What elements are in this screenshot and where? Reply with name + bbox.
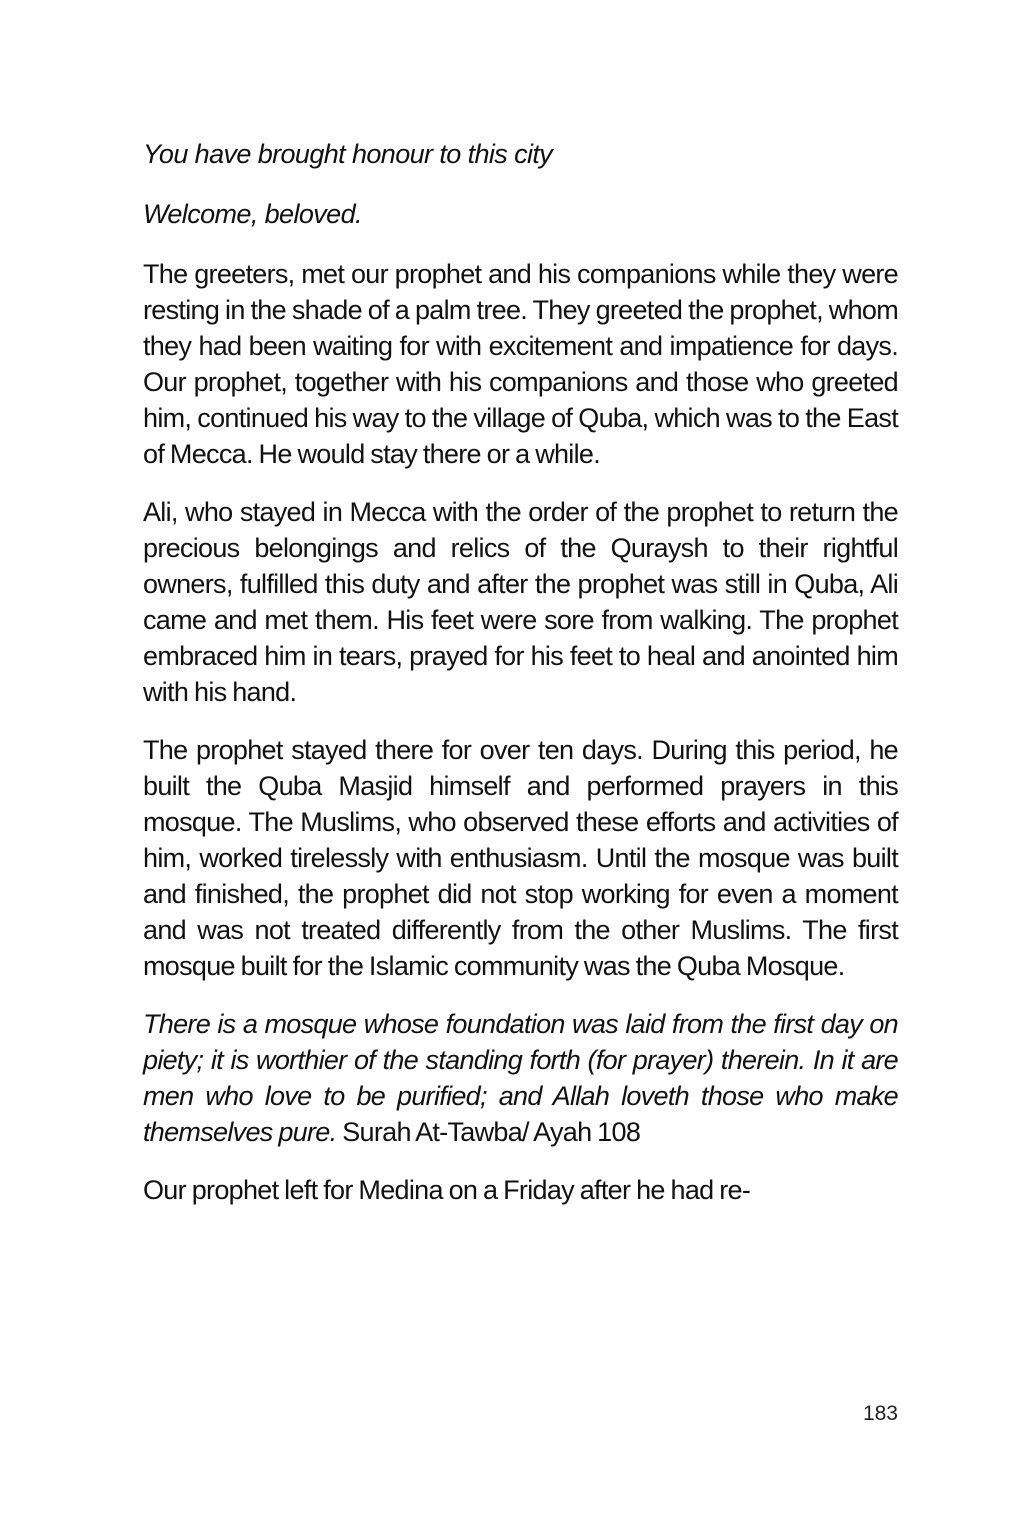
paragraph-greeters: The greeters, met our prophet and his companions while they were resting in the shade of a palm tree. They greeted the prophet, whom they had been waiting for with excitement and impatience for days. Our prophet, together with his companions and those who greeted him, continued his way to the village of Quba, which was to the East of Mecca. He would stay there or a while. <box>143 259 898 469</box>
quote-reference: Surah At-Tawba/ Ayah 108 <box>336 1117 641 1147</box>
quote-text: There is a mosque whose foundation was laid from the first day on piety; it is worthier of the standing forth (for prayer) therein. In it are men who love to be purified; and Allah loveth those who make themselves pure. <box>143 1009 898 1147</box>
paragraph-ali: Ali, who stayed in Mecca with the order of the prophet to return the precious belongings and relics of the Quraysh to their rightful owners, fulfilled this duty and after the prophet was still in Quba, Ali came and met them. His feet were sore from walking. The prophet embraced him in tears, prayed for his feet to heal and anointed him with his hand. <box>143 497 898 707</box>
paragraph-quba-mosque: The prophet stayed there for over ten days. During this period, he built the Quba Masjid himself and performed prayers in this mosque. The Muslims, who observed these efforts and activities of him, worked tirelessly with enthusiasm. Until the mosque was built and finished, the prophet did not stop working for even a moment and was not treated differently from the other Muslims. The first mosque built for the Islamic community was the Quba Mosque. <box>143 735 898 981</box>
paragraph-closing: Our prophet left for Medina on a Friday after he had re- <box>143 1175 751 1205</box>
verse-line: Welcome, beloved. <box>143 199 362 229</box>
book-page <box>143 136 898 1230</box>
quran-quote <box>143 1006 898 1150</box>
page-number: 183 <box>862 1402 898 1425</box>
verse-line: You have brought honour to this city <box>143 139 553 169</box>
